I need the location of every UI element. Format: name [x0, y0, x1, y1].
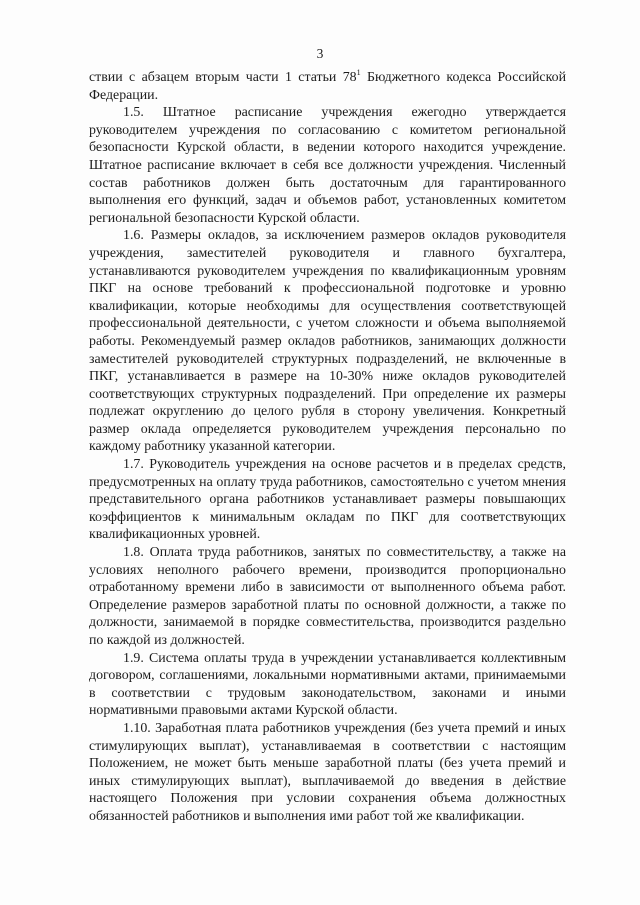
paragraph-1-6: 1.6. Размеры окладов, за исключением размеров окладов руководителя учреждения, заместителей руководителя и главного бухгалтера, устанавливаются руководителем учреждения по квалификационным уровням ПКГ на основе требований к профессиональной подготовке и уровню квалификации, которые необходимы для осуществления соответствующей профессиональной деятельности, с учетом сложности и объема выполняемой работы. Рекомендуемый размер окладов работников, занимающих должности заместителей руководителей структурных подразделений, не включенные в ПКГ, устанавливается в размере на 10-30% ниже окладов руководителей соответствующих структурных подразделений. При определение их размеры подлежат округлению до целого рубля в сторону увеличения. Конкретный размер оклада определяется руководителем учреждения персонально по каждому работнику указанной категории.	[89, 228, 566, 455]
continuation-text: ствии с абзацем вторым части 1 статьи 78	[89, 70, 357, 85]
continuation-text-end: Бюджетного кодекса Российской Федерации.	[89, 70, 566, 103]
paragraph-1-10: 1.10. Заработная плата работников учреждения (без учета премий и иных стимулирующих выплат), устанавливаемая в соответствии с настоящим Положением, не может быть меньше заработной платы (без учета премий и иных стимулирующих выплат), выплачиваемой до введения в действие настоящего Положения при условии сохранения объема должностных обязанностей работников и выполнения ими работ той же квалификации.	[89, 720, 566, 824]
paragraph-1-5: 1.5. Штатное расписание учреждения ежегодно утверждается руководителем учреждения по согласованию с комитетом региональной безопасности Курской области, в ведении которого находится учреждение. Штатное расписание включает в себя все должности учреждения. Численный состав работников должен быть достаточным для гарантированного выполнения его функций, задач и объемов работ, установленных комитетом региональной безопасности Курской области.	[89, 105, 566, 226]
paragraph-1-8: 1.8. Оплата труда работников, занятых по совместительству, а также на условиях неполного рабочего времени, производится пропорционально отработанному времени либо в зависимости от выполненного объема работ. Определение размеров заработной платы по основной должности, а также по должности, занимаемой в порядке совместительства, производится раздельно по каждой из должностей.	[89, 545, 566, 648]
paragraph-continuation	[89, 69, 566, 104]
page-number: 3	[316, 46, 324, 61]
paragraph-1-9: 1.9. Система оплаты труда в учреждении устанавливается коллективным договором, соглашениями, локальными нормативными актами, принимаемыми в соответствии с трудовым законодательством, законами и иными нормативными правовыми актами Курской области.	[89, 650, 566, 719]
footnote-superscript: 1	[356, 68, 361, 77]
document-body	[89, 69, 566, 826]
paragraph-1-7: 1.7. Руководитель учреждения на основе расчетов и в пределах средств, предусмотренных на оплату труда работников, самостоятельно с учетом мнения представительного органа работников устанавливает размеры повышающих коэффициентов к минимальным окладам по ПКГ для соответствующих квалификационных уровней.	[89, 457, 566, 543]
